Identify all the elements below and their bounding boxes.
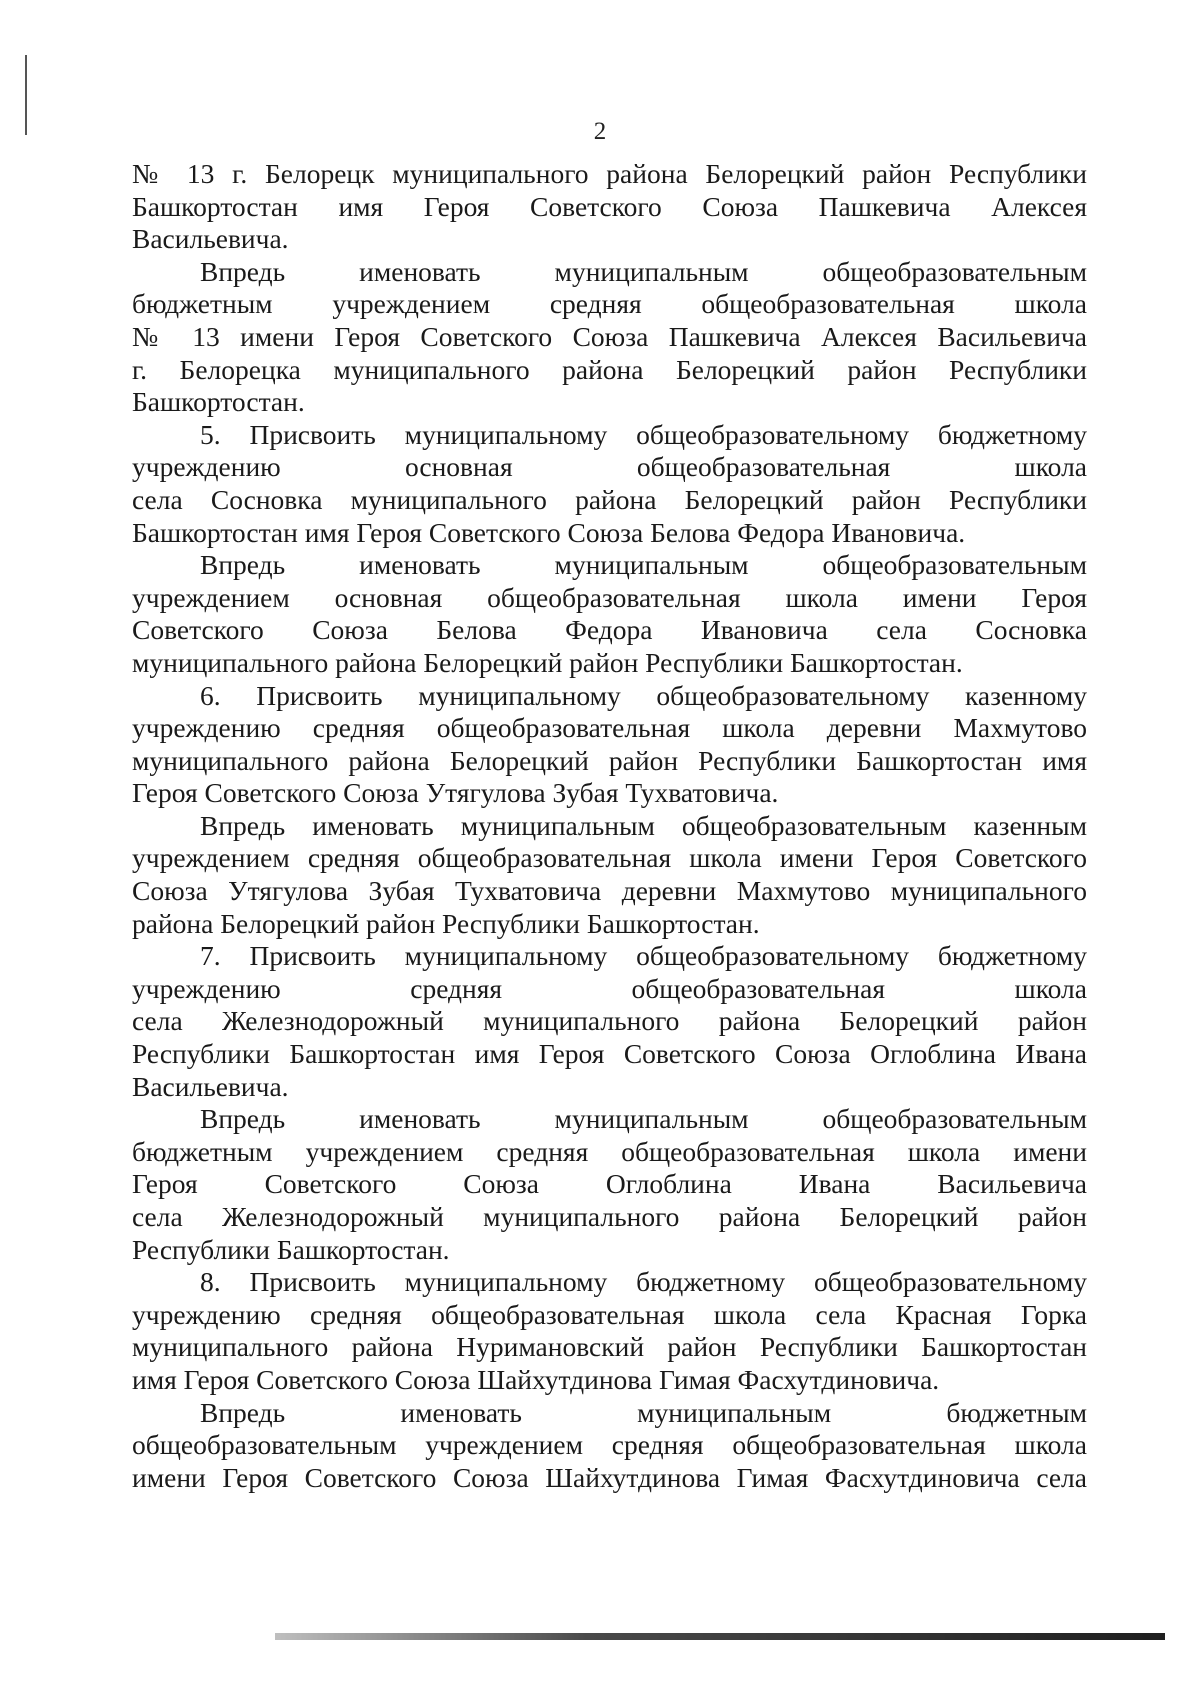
text-line: села Сосновка муниципального района Белорецкий район Республики xyxy=(132,483,1087,515)
text-line: имени Героя Советского Союза Шайхутдинова Гимая Фасхутдиновича села xyxy=(132,1461,1087,1493)
text-line: Башкортостан имя Героя Советского Союза Белова Федора Ивановича. xyxy=(132,516,966,548)
text-line: 7. Присвоить муниципальному общеобразовательному бюджетному xyxy=(200,940,1087,972)
text-line: № 13 г. Белорецк муниципального района Белорецкий район Республики xyxy=(132,158,1087,189)
text-line: Впредь именовать муниципальным бюджетным xyxy=(200,1396,1087,1428)
paragraph xyxy=(132,1397,1087,1495)
paragraph xyxy=(132,419,1087,549)
text-line: Васильевича. xyxy=(132,223,289,255)
text-line: Впредь именовать муниципальным общеобразовательным xyxy=(200,255,1087,287)
document-body xyxy=(132,158,1087,1494)
text-line: бюджетным учреждением средняя общеобразовательная школа xyxy=(132,288,1087,320)
text-line: учреждению средняя общеобразовательная школа деревни Махмутово xyxy=(132,712,1087,744)
text-line: 8. Присвоить муниципальному бюджетному общеобразовательному xyxy=(200,1266,1087,1298)
text-line: Впредь именовать муниципальным общеобразовательным xyxy=(200,549,1087,581)
text-line: 5. Присвоить муниципальному общеобразовательному бюджетному xyxy=(200,418,1087,450)
text-line: имя Героя Советского Союза Шайхутдинова Гимая Фасхутдиновича. xyxy=(132,1363,940,1395)
text-line: учреждению основная общеобразовательная школа xyxy=(132,451,1087,483)
text-line: 6. Присвоить муниципальному общеобразовательному казенному xyxy=(200,679,1087,711)
scan-edge-rule xyxy=(275,1633,1165,1640)
text-line: Впредь именовать муниципальным общеобразовательным xyxy=(200,1103,1087,1135)
page-number: 2 xyxy=(593,118,607,145)
text-line: Советского Союза Белова Федора Ивановича села Сосновка xyxy=(132,614,1087,646)
text-line: № 13 имени Героя Советского Союза Пашкевича Алексея Васильевича xyxy=(132,320,1087,352)
text-line: Республики Башкортостан. xyxy=(132,1233,450,1265)
text-line: учреждению средняя общеобразовательная школа села Красная Горка xyxy=(132,1298,1087,1330)
text-line: Башкортостан имя Героя Советского Союза Пашкевича Алексея xyxy=(132,190,1087,222)
text-line: Героя Советского Союза Утягулова Зубая Тухватовича. xyxy=(132,777,779,809)
text-line: бюджетным учреждением средняя общеобразовательная школа имени xyxy=(132,1135,1087,1167)
text-line: учреждением основная общеобразовательная школа имени Героя xyxy=(132,581,1087,613)
text-line: учреждением средняя общеобразовательная школа имени Героя Советского xyxy=(132,842,1087,874)
text-line: г. Белорецка муниципального района Белорецкий район Республики xyxy=(132,353,1087,385)
paragraph xyxy=(132,940,1087,1103)
paragraph xyxy=(132,1266,1087,1396)
text-line: Впредь именовать муниципальным общеобразовательным казенным xyxy=(200,809,1087,841)
text-line: села Железнодорожный муниципального района Белорецкий район xyxy=(132,1201,1087,1232)
text-line: села Железнодорожный муниципального района Белорецкий район xyxy=(132,1005,1087,1037)
text-line: Героя Советского Союза Оглоблина Ивана Васильевича xyxy=(132,1168,1087,1200)
paragraph xyxy=(132,810,1087,940)
text-line: района Белорецкий район Республики Башкортостан. xyxy=(132,907,760,939)
text-line: учреждению средняя общеобразовательная школа xyxy=(132,972,1087,1004)
text-line: Республики Башкортостан имя Героя Советского Союза Оглоблина Ивана xyxy=(132,1038,1087,1070)
paragraph xyxy=(132,1103,1087,1266)
text-line: Васильевича. xyxy=(132,1070,289,1102)
paragraph xyxy=(132,549,1087,679)
text-line: муниципального района Белорецкий район Республики Башкортостан имя xyxy=(132,744,1087,776)
text-line: муниципального района Нуримановский район Республики Башкортостан xyxy=(132,1331,1087,1363)
paragraph xyxy=(132,680,1087,810)
text-line: Башкортостан. xyxy=(132,386,305,418)
text-line: муниципального района Белорецкий район Республики Башкортостан. xyxy=(132,646,963,678)
text-line: общеобразовательным учреждением средняя общеобразовательная школа xyxy=(132,1429,1087,1461)
paragraph xyxy=(132,158,1087,256)
paragraph xyxy=(132,256,1087,419)
text-line: Союза Утягулова Зубая Тухватовича деревни Махмутово муниципального xyxy=(132,875,1087,907)
